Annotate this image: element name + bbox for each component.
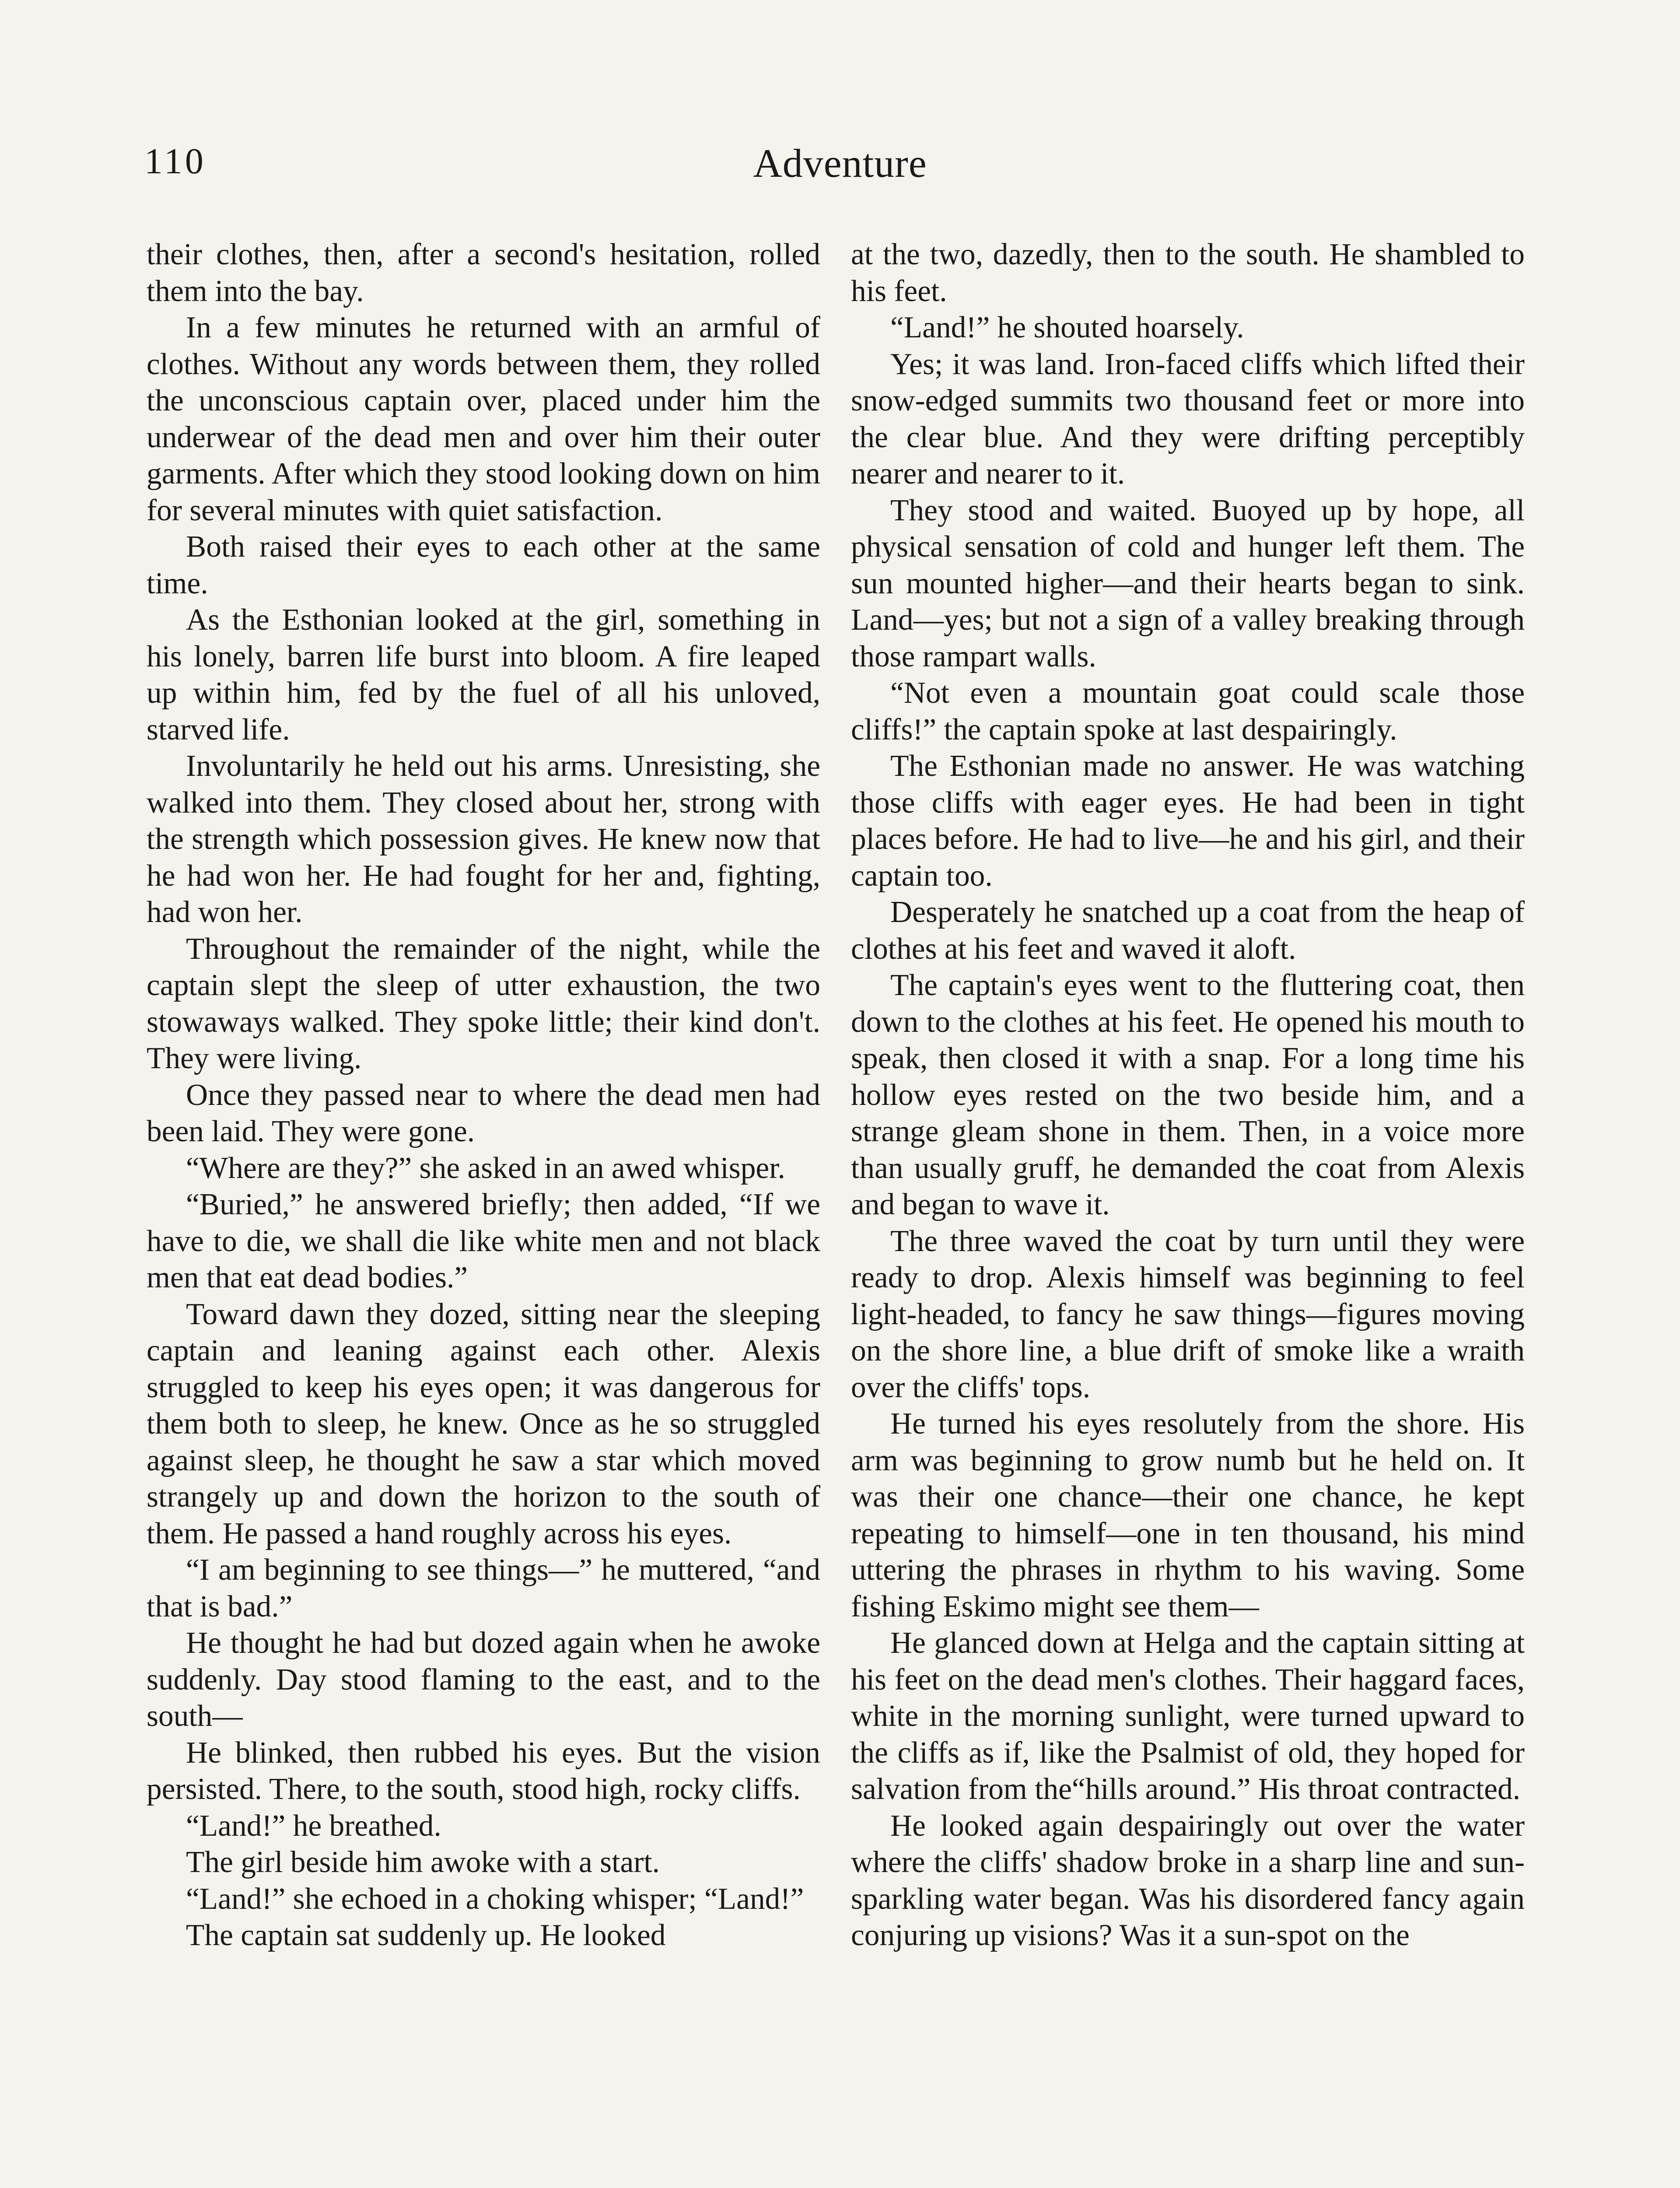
paragraph: Once they passed near to where the dead men had been laid. They were gone.	[147, 1078, 820, 1148]
magazine-title: Adventure	[753, 141, 927, 186]
paragraph: Yes; it was land. Iron-faced cliffs which lifted their snow-edged summits two thousand feet or more into the clear blue. And they were drifting perceptibly nearer and nearer to it.	[851, 347, 1525, 491]
paragraph: He turned his eyes resolutely from the shore. His arm was beginning to grow numb but he held on. It was their one chance—their one chance, he kept repeating to himself—one in ten thousand, his mind uttering the phrases in rhythm to his waving. Some fishing Eskimo might see them—	[851, 1407, 1525, 1623]
paragraph: As the Esthonian looked at the girl, something in his lonely, barren life burst into bloom. A fire leaped up within him, fed by the fuel of all his unloved, starved life.	[147, 603, 820, 747]
paragraph: The Esthonian made no answer. He was watching those cliffs with eager eyes. He had been in tight places before. He had to live—he and his girl, and their captain too.	[851, 749, 1525, 893]
page-header	[144, 140, 1536, 201]
paragraph: their clothes, then, after a second's hesitation, rolled them into the bay.	[147, 238, 820, 308]
paragraph: He glanced down at Helga and the captain sitting at his feet on the dead men's clothes. Their haggard faces, white in the morning sunlight, were turned upward to the cliffs as if, like the Psalmist of old, they hoped for salvation from the“hills around.” His throat contracted.	[851, 1626, 1525, 1806]
paragraph: The captain sat suddenly up. He looked	[186, 1918, 666, 1952]
paragraph: at the two, dazedly, then to the south. He shambled to his feet.	[851, 238, 1525, 308]
paragraph: Involuntarily he held out his arms. Unresisting, she walked into them. They closed about her, strong with the strength which possession gives. He knew now that he had won her. He had fought for her and, fighting, had won her.	[147, 749, 820, 929]
page-number: 110	[144, 141, 206, 182]
paragraph: Desperately he snatched up a coat from the heap of clothes at his feet and waved it aloft.	[851, 895, 1525, 966]
paragraph: “Land!” she echoed in a choking whisper; “Land!”	[186, 1882, 804, 1916]
paragraph: “Land!” he shouted hoarsely.	[890, 311, 1244, 344]
right-text-column	[851, 236, 1525, 2188]
paragraph: The captain's eyes went to the fluttering coat, then down to the clothes at his feet. He opened his mouth to speak, then closed it with a snap. For a long time his hollow eyes rested on the two beside him, and a strange gleam shone in them. Then, in a voice more than usually gruff, he demanded the coat from Alexis and began to wave it.	[851, 968, 1525, 1221]
paragraph: “I am beginning to see things—” he muttered, “and that is bad.”	[147, 1553, 820, 1623]
paragraph: He looked again despairingly out over the water where the cliffs' shadow broke in a sharp line and sun-sparkling water began. Was his disordered fancy again conjuring up visions? Was it a sun-spot on the	[851, 1809, 1525, 1952]
paragraph: The three waved the coat by turn until they were ready to drop. Alexis himself was beginning to feel light-headed, to fancy he saw things—figures moving on the shore line, a blue drift of smoke like a wraith over the cliffs' tops.	[851, 1224, 1525, 1404]
paragraph: The girl beside him awoke with a start.	[186, 1845, 660, 1879]
paragraph: “Not even a mountain goat could scale those cliffs!” the captain spoke at last despairingly.	[851, 676, 1525, 747]
paragraph: “Land!” he breathed.	[186, 1809, 441, 1843]
paragraph: He thought he had but dozed again when he awoke suddenly. Day stood flaming to the east, and to the south—	[147, 1626, 820, 1733]
paragraph: Both raised their eyes to each other at the same time.	[147, 530, 820, 600]
paragraph: Toward dawn they dozed, sitting near the sleeping captain and leaning against each other. Alexis struggled to keep his eyes open; it was dangerous for them both to sleep, he knew. Once as he so struggled against sleep, he thought he saw a star which moved strangely up and down the horizon to the south of them. He passed a hand roughly across his eyes.	[147, 1297, 820, 1550]
left-text-column	[147, 236, 820, 2188]
paragraph: “Buried,” he answered briefly; then added, “If we have to die, we shall die like white men and not black men that eat dead bodies.”	[147, 1188, 820, 1294]
paragraph: “Where are they?” she asked in an awed whisper.	[186, 1151, 785, 1185]
paragraph: Throughout the remainder of the night, while the captain slept the sleep of utter exhaustion, the two stowaways walked. They spoke little; their kind don't. They were living.	[147, 932, 820, 1075]
paragraph: He blinked, then rubbed his eyes. But the vision persisted. There, to the south, stood high, rocky cliffs.	[147, 1736, 820, 1806]
paragraph: They stood and waited. Buoyed up by hope, all physical sensation of cold and hunger left them. The sun mounted higher—and their hearts began to sink. Land—yes; but not a sign of a valley breaking through those rampart walls.	[851, 493, 1525, 673]
paragraph: In a few minutes he returned with an armful of clothes. Without any words between them, they rolled the unconscious captain over, placed under him the underwear of the dead men and over him their outer garments. After which they stood looking down on him for several minutes with quiet satisfaction.	[147, 311, 820, 527]
